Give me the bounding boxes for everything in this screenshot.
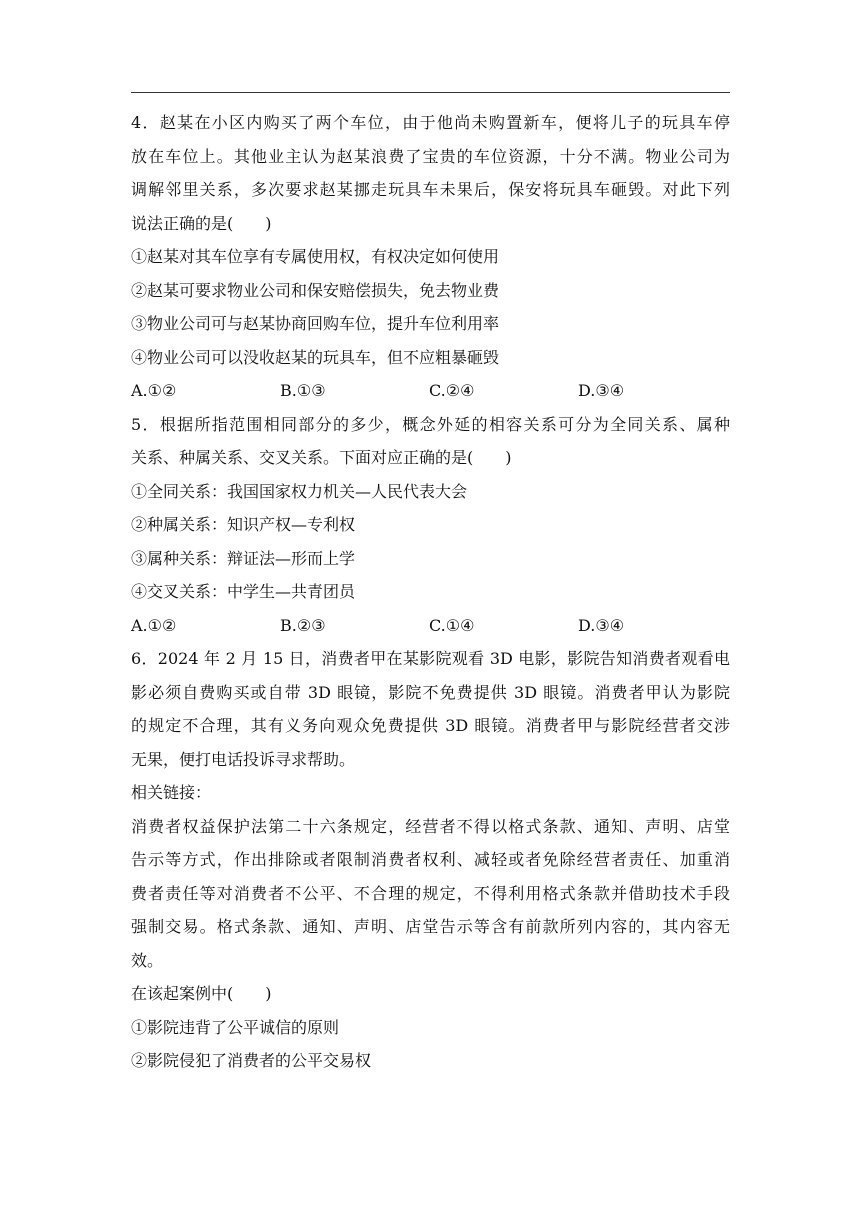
option-a[interactable]: A.①② [131, 615, 177, 635]
stem-line: 5．根据所指范围相同部分的多少，概念外延的相容关系可分为全同关系、属种 [131, 414, 730, 434]
question-5 [131, 408, 730, 643]
statement-2: ②影院侵犯了消费者的公平交易权 [131, 1051, 372, 1070]
option-d[interactable]: D.③④ [578, 381, 625, 400]
question-4-stem [131, 106, 730, 240]
stem-line: 调解邻里关系，多次要求赵某挪走玩具车未果后，保安将玩具车砸毁。对此下列 [131, 180, 730, 199]
option-b[interactable]: B.②③ [280, 615, 326, 635]
stem-line: 4．赵某在小区内购买了两个车位，由于他尚未购置新车，便将儿子的玩具车停 [131, 113, 730, 132]
stem-line: 无果，便打电话投诉寻求帮助。 [131, 749, 356, 769]
option-d[interactable]: D.③④ [578, 615, 625, 635]
law-line: 费者责任等对消费者不公平、不合理的规定，不得利用格式条款并借助技术手段 [131, 883, 730, 903]
answer-options [131, 609, 730, 643]
law-line: 消费者权益保护法第二十六条规定，经营者不得以格式条款、通知、声明、店堂 [131, 816, 730, 836]
statement-2: ②赵某可要求物业公司和保安赔偿损失，免去物业费 [131, 280, 500, 300]
statement-4: ④物业公司可以没收赵某的玩具车，但不应粗暴砸毁 [131, 347, 500, 367]
question-5-stem [131, 408, 730, 475]
related-link-label: 相关链接： [131, 783, 212, 802]
law-line: 强制交易。格式条款、通知、声明、店堂告示等含有前款所列内容的，其内容无 [131, 917, 730, 936]
stem-line: 影必须自费购买或自带 3D 眼镜，影院不免费提供 3D 眼镜。消费者甲认为影院 [131, 682, 730, 702]
law-line: 效。 [131, 950, 164, 970]
option-b[interactable]: B.①③ [280, 381, 326, 400]
statement-1: ①影院违背了公平诚信的原则 [131, 1017, 340, 1037]
question-6-stem [131, 642, 730, 776]
statement-2: ②种属关系：知识产权—专利权 [131, 515, 356, 534]
stem-line: 关系、种属关系、交叉关系。下面对应正确的是( ) [131, 448, 512, 467]
statement-4: ④交叉关系：中学生—共青团员 [131, 582, 356, 601]
header-rule [131, 92, 730, 93]
option-c[interactable]: C.①④ [429, 615, 475, 635]
question-prompt: 在该起案例中( ) [131, 984, 272, 1003]
law-line: 告示等方式，作出排除或者限制消费者权利、减轻或者免除经营者责任、加重消 [131, 850, 730, 869]
statement-3: ③属种关系：辩证法—形而上学 [131, 548, 356, 568]
law-excerpt [131, 810, 730, 978]
stem-line: 的规定不合理，其有义务向观众免费提供 3D 眼镜。消费者甲与影院经营者交涉 [131, 716, 730, 735]
statement-3: ③物业公司可与赵某协商回购车位，提升车位利用率 [131, 314, 500, 333]
answer-options [131, 374, 730, 408]
stem-line: 6．2024 年 2 月 15 日，消费者甲在某影院观看 3D 电影，影院告知消费者观看电 [131, 649, 730, 668]
option-a[interactable]: A.①② [131, 381, 177, 400]
question-6 [131, 642, 730, 1078]
option-c[interactable]: C.②④ [429, 381, 475, 400]
stem-line: 说法正确的是( ) [131, 213, 272, 233]
statement-1: ①全同关系：我国国家权力机关—人民代表大会 [131, 481, 468, 501]
question-4 [131, 106, 730, 408]
question-page [131, 106, 730, 1078]
statement-1: ①赵某对其车位享有专属使用权，有权决定如何使用 [131, 247, 500, 266]
stem-line: 放在车位上。其他业主认为赵某浪费了宝贵的车位资源，十分不满。物业公司为 [131, 146, 730, 166]
